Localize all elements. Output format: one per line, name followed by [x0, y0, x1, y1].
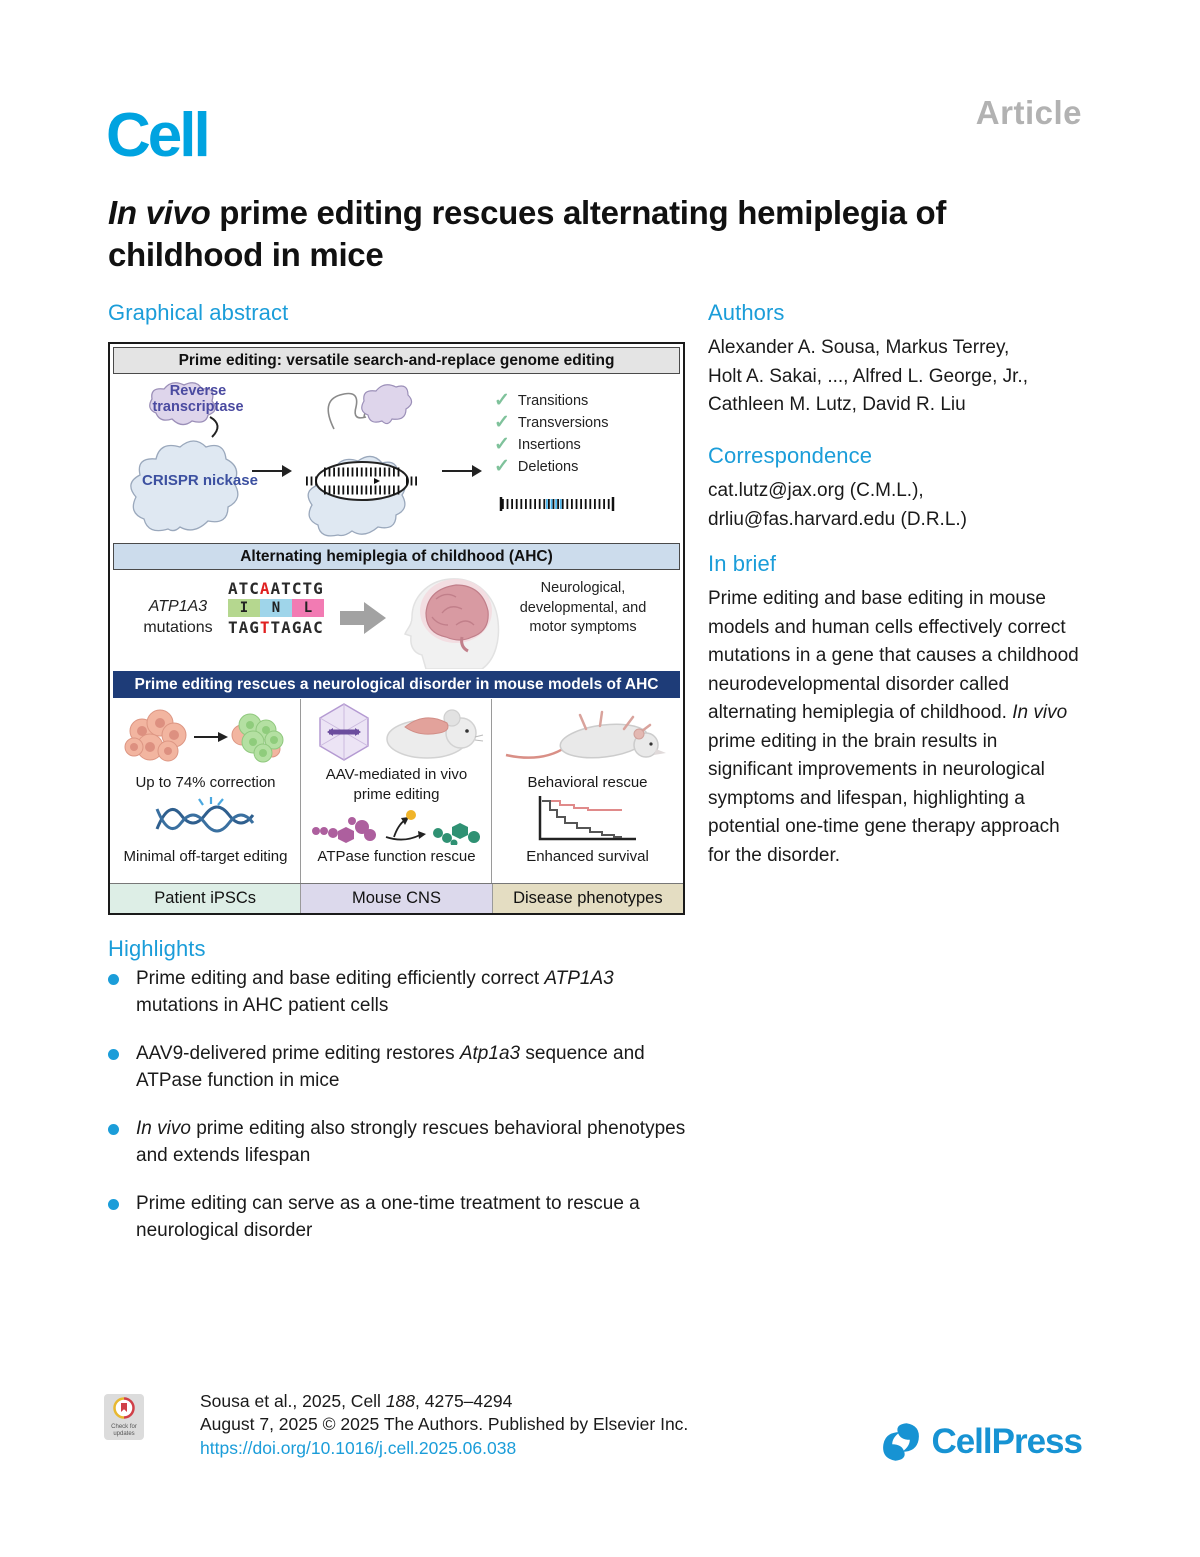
check-icon: ✓ — [494, 412, 510, 433]
correspondence-line: drliu@fas.harvard.edu (D.R.L.) — [708, 508, 967, 530]
atpase-reaction-illustration — [306, 809, 486, 845]
amino-acid-box: N — [260, 599, 292, 617]
mouse-behavior-illustration — [502, 703, 672, 765]
caption-offtarget: Minimal off-target editing — [123, 848, 288, 865]
checklist-row — [494, 457, 608, 476]
cell-journal-logo: Cell — [106, 101, 208, 170]
highlights-heading: Highlights — [108, 936, 206, 961]
column-mouse-cns — [301, 699, 492, 883]
arrow-right-icon — [250, 461, 292, 481]
crispr-nickase-label: CRISPR nickase — [142, 472, 258, 489]
footer-band-mouse-cns: Mouse CNS — [300, 884, 492, 913]
highlight-text: Prime editing and base editing efficiently correct ATP1A3 mutations in AHC patient cells — [136, 968, 614, 1016]
bullet-icon — [108, 1049, 119, 1060]
correspondence-line: cat.lutz@jax.org (C.M.L.), — [708, 480, 924, 501]
footer-band-disease-phenotypes: Disease phenotypes — [493, 884, 683, 913]
column-divider — [300, 699, 301, 913]
amino-acid-row — [228, 599, 324, 617]
author-line: Alexander A. Sousa, Markus Terrey, — [708, 337, 1010, 358]
survival-curve-icon — [532, 793, 642, 843]
amino-acid-box: L — [292, 599, 324, 617]
checklist-row — [494, 435, 608, 454]
child-brain-illustration — [398, 573, 502, 669]
highlight-text: In vivo prime editing also strongly rescues behavioral phenotypes and extends lifespan — [136, 1117, 686, 1166]
check-icon: ✓ — [494, 434, 510, 455]
highlight-item — [108, 966, 686, 1020]
bullet-icon — [108, 1124, 119, 1135]
correspondence-heading: Correspondence — [708, 443, 873, 468]
aav-mouse-illustration — [309, 701, 484, 763]
caption-atpase: ATPase function rescue — [317, 848, 476, 865]
check-for-updates-badge[interactable] — [104, 1394, 144, 1440]
gene-mutations-label — [124, 597, 232, 639]
gene-suffix: mutations — [143, 618, 213, 636]
footer-band-patient-ipscs: Patient iPSCs — [110, 884, 300, 913]
panel1-header: Prime editing: versatile search-and-replace genome editing — [113, 347, 680, 374]
cellpress-logo[interactable] — [879, 1420, 1082, 1464]
caption-correction: Up to 74% correction — [135, 774, 276, 791]
checklist-row — [494, 413, 608, 432]
arrow-right-icon — [440, 461, 482, 481]
citation-line: Sousa et al., 2025, Cell 188, 4275–4294 — [200, 1391, 513, 1411]
panel2-header: Alternating hemiplegia of childhood (AHC) — [113, 543, 680, 570]
mutant-base: A — [259, 579, 271, 598]
doi-link[interactable]: https://doi.org/10.1016/j.cell.2025.06.038 — [200, 1437, 517, 1458]
in-brief-text: Prime editing and base editing in mouse models and human cells effectively correct mutations in a gene that causes a childhood neurodevelopmental disorder called alternating hemiplegia of childhood. In vivo prime editing in the brain results in significant improvements in neurological symptoms and lifespan, highlighting a potential one-time gene therapy approach for the disorder. — [708, 588, 1079, 866]
mutant-base: T — [259, 618, 271, 638]
highlight-item — [108, 1116, 686, 1170]
bullet-icon — [108, 1199, 119, 1210]
checklist-label: Deletions — [517, 458, 579, 475]
title-rest: prime editing rescues alternating hemiplegia of childhood in mice — [108, 194, 947, 273]
dna-sequence-block — [228, 579, 324, 637]
authors-heading: Authors — [708, 300, 785, 325]
caption-survival: Enhanced survival — [526, 848, 649, 865]
panel2-ahc — [110, 571, 683, 671]
highlight-text: Prime editing can serve as a one-time treatment to rescue a neurological disorder — [136, 1192, 640, 1241]
checklist-label: Transversions — [517, 414, 609, 431]
caption-aav: AAV-mediated in vivo prime editing — [325, 766, 468, 803]
check-icon: ✓ — [494, 390, 510, 411]
check-icon: ✓ — [494, 456, 510, 477]
highlight-item — [108, 1191, 686, 1245]
cell-correction-illustration — [120, 705, 290, 769]
correspondence-emails — [708, 477, 1086, 534]
graphical-abstract-figure — [108, 342, 685, 915]
page-title — [108, 192, 1008, 276]
checklist-label: Transitions — [517, 392, 589, 409]
badge-label: Check for updates — [111, 1424, 137, 1437]
edited-dna-icon — [498, 495, 616, 513]
gene-symbol: ATP1A3 — [148, 598, 208, 615]
authors-list — [708, 334, 1086, 420]
update-badge-icon — [113, 1397, 135, 1419]
publication-date-line: August 7, 2025 © 2025 The Authors. Published by Elsevier Inc. — [200, 1414, 689, 1435]
author-line: Cathleen M. Lutz, David R. Liu — [708, 394, 966, 415]
graphical-abstract-heading: Graphical abstract — [108, 300, 289, 325]
column-divider — [491, 699, 492, 913]
column-disease-phenotypes — [492, 699, 683, 883]
block-arrow-icon — [340, 601, 386, 635]
abstract-footer-bands — [110, 883, 683, 913]
sequence-top-strand: ATCAATCTG — [228, 579, 324, 598]
panel3-header: Prime editing rescues a neurological disorder in mouse models of AHC — [113, 671, 680, 698]
sequence-bottom-strand: TAGTTAGAC — [228, 618, 324, 638]
author-line: Holt A. Sakai, ..., Alfred L. George, Jr., — [708, 365, 1028, 387]
cellpress-wordmark: CellPress — [931, 1422, 1082, 1461]
in-brief-heading: In brief — [708, 551, 777, 576]
title-italic: In vivo — [108, 194, 211, 231]
edit-type-checklist — [494, 391, 608, 476]
citation-block — [200, 1390, 688, 1460]
panel1-prime-editing — [110, 375, 683, 543]
article-type-label: Article — [975, 94, 1082, 131]
highlights-list — [108, 966, 686, 1266]
caption-behavior: Behavioral rescue — [527, 774, 648, 791]
amino-acid-box: I — [228, 599, 260, 617]
symptoms-text: Neurological, developmental, and motor symptoms — [519, 580, 647, 636]
checklist-label: Insertions — [517, 436, 581, 453]
bullet-icon — [108, 974, 119, 985]
checklist-row — [494, 391, 608, 410]
cellpress-swoosh-icon — [879, 1420, 923, 1464]
pe-complex-dna-illustration — [304, 377, 424, 539]
dna-helix-icon — [155, 797, 255, 841]
highlight-item — [108, 1041, 686, 1095]
highlight-text: AAV9-delivered prime editing restores Atp1a3 sequence and ATPase function in mice — [136, 1042, 645, 1091]
panel3-rescue — [110, 699, 683, 883]
reverse-transcriptase-label: Reverse transcriptase — [152, 383, 244, 416]
column-patient-ipscs — [110, 699, 301, 883]
